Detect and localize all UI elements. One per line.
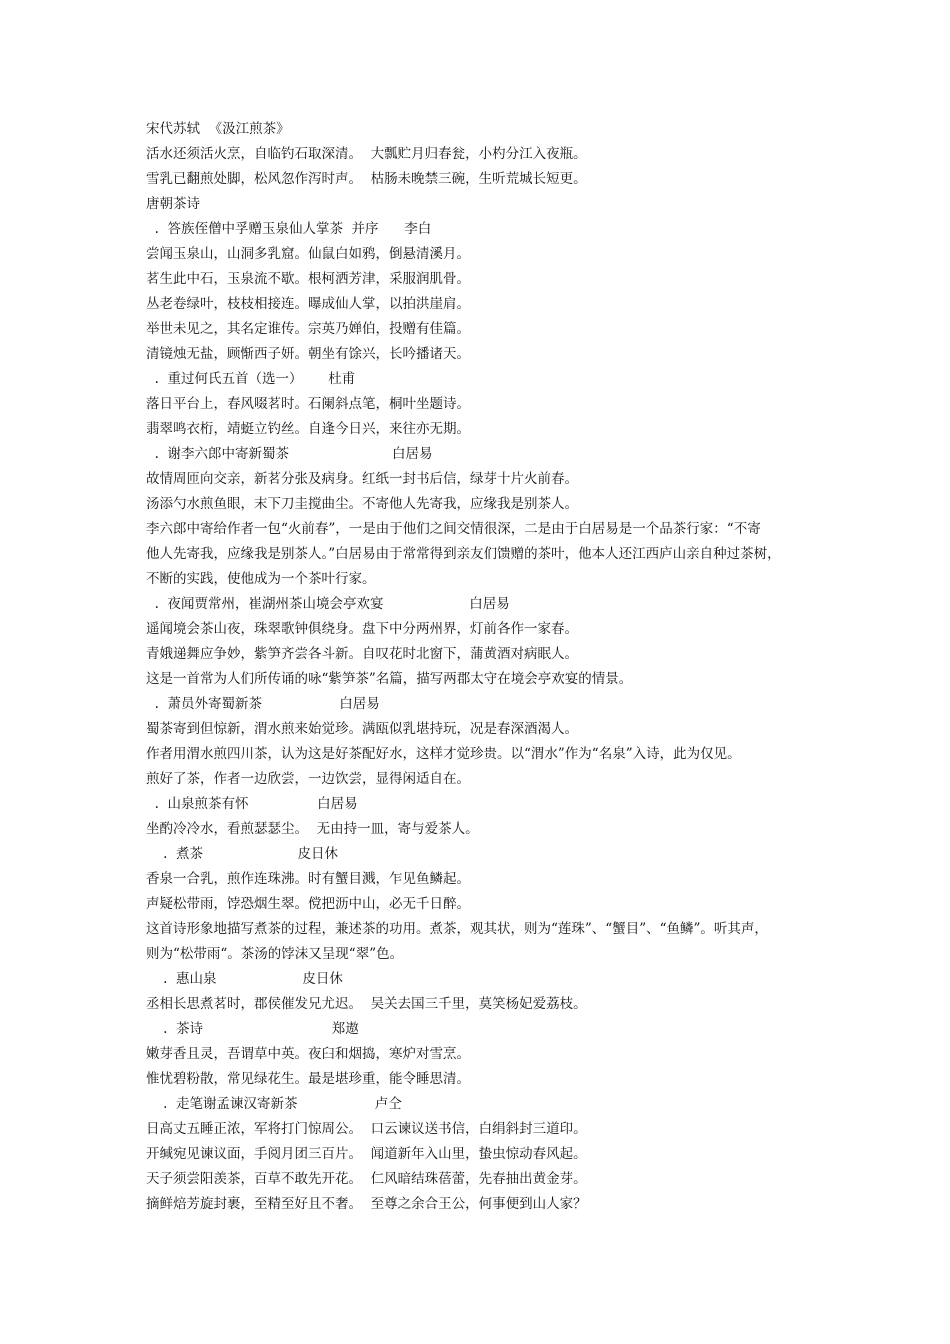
- text-line: 遥闻境会茶山夜，珠翠歌钟俱绕身。盘下中分两州界，灯前各作一家春。: [146, 621, 578, 637]
- text-line: 活水还须活火烹，自临钓石取深清。 大瓢贮月归春瓮，小杓分江入夜瓶。: [146, 146, 587, 162]
- text-line: 尝闻玉泉山，山洞多乳窟。仙鼠白如鸦，倒悬清溪月。: [146, 246, 470, 262]
- text-line: 开缄宛见谏议面，手阅月团三百片。 闻道新年入山里，蛰虫惊动春风起。: [146, 1146, 587, 1162]
- text-line: 摘鲜焙芳旋封裹，至精至好且不奢。 至尊之余合王公，何事便到山人家？: [146, 1196, 587, 1212]
- text-line: 作者用渭水煎四川茶，认为这是好茶配好水，这样才觉珍贵。以“渭水”作为“名泉”入诗，此为仅见。: [146, 746, 741, 762]
- text-line: . 答族侄僧中孚赠玉泉仙人掌茶 并序 李白: [146, 221, 432, 237]
- text-line: 日高丈五睡正浓，军将打门惊周公。 口云谏议送书信，白绢斜封三道印。: [146, 1121, 587, 1137]
- text-line: 不断的实践，使他成为一个茶叶行家。: [146, 571, 376, 587]
- text-line: 青娥递舞应争妙，紫笋齐尝各斗新。自叹花时北窗下，蒲黄酒对病眠人。: [146, 646, 578, 662]
- text-line: . 山泉煎茶有怀 白居易: [146, 796, 358, 812]
- text-line: 天子须尝阳羡茶，百草不敢先开花。 仁风暗结珠蓓蕾，先春抽出黄金芽。: [146, 1171, 587, 1187]
- text-line: 丛老卷绿叶，枝枝相接连。曝成仙人掌，以拍洪崖肩。: [146, 296, 470, 312]
- text-line: . 煮茶 皮日休: [146, 846, 338, 862]
- text-line: . 夜闻贾常州，崔湖州茶山境会亭欢宴 白居易: [146, 596, 510, 612]
- text-line: 蜀茶寄到但惊新，渭水煎来始觉珍。满瓯似乳堪持玩，况是春深酒渴人。: [146, 721, 578, 737]
- text-line: 则为“松带雨“。茶汤的饽沫又呈现“翠”色。: [146, 946, 404, 962]
- text-line: 举世未见之，其名定谁传。宗英乃婵伯，投赠有佳篇。: [146, 321, 470, 337]
- text-line: 香泉一合乳，煎作连珠沸。时有蟹目溅，乍见鱼鳞起。: [146, 871, 470, 887]
- text-line: . 走笔谢孟谏汉寄新茶 卢仝: [146, 1096, 402, 1112]
- text-line: . 萧员外寄蜀新茶 白居易: [146, 696, 380, 712]
- text-line: . 谢李六郎中寄新蜀茶 白居易: [146, 446, 433, 462]
- text-line: 声疑松带雨，饽恐烟生翠。傥把沥中山，必无千日醉。: [146, 896, 470, 912]
- text-line: 这是一首常为人们所传诵的咏“紫笋茶”名篇，描写两郡太守在境会亭欢宴的情景。: [146, 671, 633, 687]
- text-line: 唐朝茶诗: [146, 196, 200, 212]
- text-line: . 重过何氏五首（选一） 杜甫: [146, 371, 356, 387]
- text-line: 他人先寄我，应缘我是别茶人。”白居易由于常常得到亲友们馈赠的茶叶，他本人还江西庐山亲自种过茶树，: [146, 546, 781, 562]
- text-line: 宋代苏轼 《汲江煎茶》: [146, 121, 290, 137]
- text-line: 故情周匝向交亲，新茗分张及病身。红纸一封书后信，绿芽十片火前春。: [146, 471, 578, 487]
- text-line: . 茶诗 郑遨: [146, 1021, 359, 1037]
- text-line: 李六郎中寄给作者一包“火前春”，一是由于他们之间交情很深，二是由于白居易是一个品茶行家：“不寄: [146, 521, 761, 537]
- text-line: 嫩芽香且灵，吾谓草中英。夜臼和烟捣，寒炉对雪烹。: [146, 1046, 470, 1062]
- text-line: 翡翠鸣衣桁，靖蜓立钓丝。自逢今日兴，来往亦无期。: [146, 421, 470, 437]
- text-line: 落日平台上，春风啜茗时。石阑斜点笔，桐叶坐题诗。: [146, 396, 470, 412]
- text-line: 雪乳已翻煎处脚，松风忽作泻时声。 枯肠未晚禁三碗，生听荒城长短更。: [146, 171, 587, 187]
- document-body: [146, 117, 826, 1217]
- text-line: 丞相长思煮茗时，郡侯催发兄尤迟。 吴关去国三千里，莫笑杨妃爱荔枝。: [146, 996, 587, 1012]
- text-line: 茗生此中石，玉泉流不歇。根柯洒芳津，采服润肌骨。: [146, 271, 470, 287]
- text-line: 汤添勺水煎鱼眼，末下刀圭搅曲尘。不寄他人先寄我，应缘我是别茶人。: [146, 496, 578, 512]
- text-line: 坐酌冷冷水，看煎瑟瑟尘。 无由持一皿，寄与爱茶人。: [146, 821, 479, 837]
- text-line: . 惠山泉 皮日休: [146, 971, 343, 987]
- text-line: 这首诗形象地描写煮茶的过程，兼述茶的功用。煮茶，观其状，则为“莲珠”、“蟹目”、“鱼鳞”。听其声，: [146, 921, 768, 937]
- text-line: 煎好了茶，作者一边欣尝，一边饮尝，显得闲适自在。: [146, 771, 470, 787]
- text-line: 惟忧碧粉散，常见绿花生。最是堪珍重，能令睡思清。: [146, 1071, 470, 1087]
- text-line: 清镜烛无盐，顾惭西子妍。朝坐有馀兴，长吟播诸天。: [146, 346, 470, 362]
